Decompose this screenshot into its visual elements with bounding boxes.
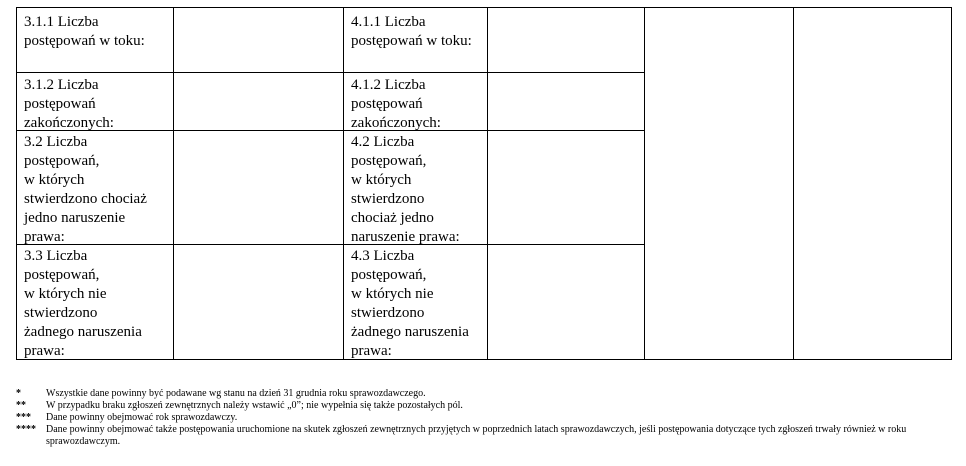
cell-3-3-label: 3.3 Liczba postępowań, w których nie stwierdzono żadnego naruszenia prawa: xyxy=(24,248,142,359)
table-border-left xyxy=(16,7,17,360)
column-divider xyxy=(487,7,488,360)
footnote xyxy=(16,412,956,424)
footnote-mark: **** xyxy=(16,424,36,435)
cell-4-2-label: 4.2 Liczba postępowań, w których stwierdzono chociaż jedno naruszenie prawa: xyxy=(351,134,460,245)
footnote-text: W przypadku braku zgłoszeń zewnętrznych należy wstawić „0”; nie wypełnia się także pozostałych pól. xyxy=(46,400,463,411)
table-border-top xyxy=(16,7,952,8)
footnote-mark: *** xyxy=(16,412,31,423)
table-border-bottom xyxy=(16,359,952,360)
footnote-mark: ** xyxy=(16,400,26,411)
cell-3-1-2-label: 3.1.2 Liczba postępowań zakończonych: xyxy=(24,77,114,131)
footnotes xyxy=(16,388,956,448)
cell-3-1-1-label: 3.1.1 Liczba postępowań w toku: xyxy=(24,14,145,49)
row-divider xyxy=(16,72,644,73)
footnote-text: Dane powinny obejmować także postępowania uruchomione na skutek zgłoszeń zewnętrznych przyjętych w poprzednich latach sprawozdawczych, jeśli postępowania dotyczące tych zgłoszeń trwały również w roku sprawozdawczym. xyxy=(46,424,907,447)
cell-3-2-label: 3.2 Liczba postępowań, w których stwierdzono chociaż jedno naruszenie prawa: xyxy=(24,134,147,245)
footnote xyxy=(16,388,956,400)
cell-4-3-label: 4.3 Liczba postępowań, w których nie stwierdzono żadnego naruszenia prawa: xyxy=(351,248,469,359)
cell-4-1-2-label: 4.1.2 Liczba postępowań zakończonych: xyxy=(351,77,441,131)
column-divider xyxy=(793,7,794,360)
footnote-text: Dane powinny obejmować rok sprawozdawczy. xyxy=(46,412,238,423)
table-border-right xyxy=(951,7,952,360)
cell-4-1-1-label: 4.1.1 Liczba postępowań w toku: xyxy=(351,14,472,49)
column-divider xyxy=(173,7,174,360)
footnote xyxy=(16,424,956,448)
column-divider xyxy=(343,7,344,360)
column-divider xyxy=(644,7,645,360)
footnote-mark: * xyxy=(16,388,21,399)
footnote-text: Wszystkie dane powinny być podawane wg stanu na dzień 31 grudnia roku sprawozdawczego. xyxy=(46,388,426,399)
statistics-table xyxy=(16,7,952,360)
footnote xyxy=(16,400,956,412)
